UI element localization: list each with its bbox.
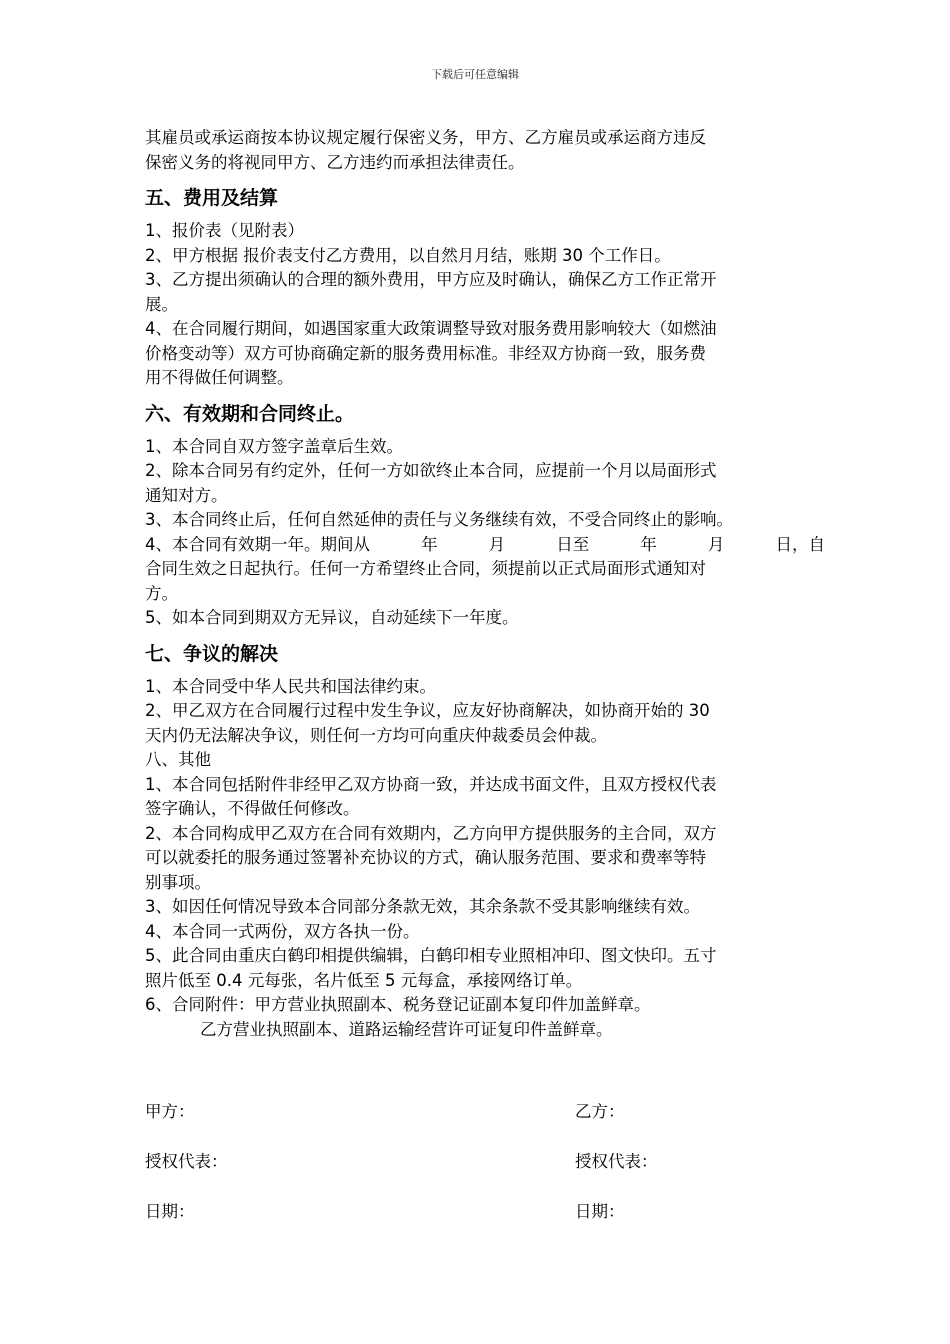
section-8-line: 可以就委托的服务通过签署补充协议的方式，确认服务范围、要求和费率等特	[145, 848, 706, 867]
section-5-line: 1、报价表（见附表）	[145, 221, 304, 240]
intro-line: 保密义务的将视同甲方、乙方违约而承担法律责任。	[145, 152, 525, 172]
term-part: 月	[488, 534, 506, 554]
date-b-label: 日期：	[575, 1202, 625, 1221]
section-7-line: 2、甲乙双方在合同履行过程中发生争议，应友好协商解决，如协商开始的 30	[145, 701, 710, 720]
section-5-line: 用不得做任何调整。	[145, 368, 294, 387]
section-6-title: 六、有效期和合同终止。	[145, 402, 355, 425]
section-6-line: 5、如本合同到期双方无异议，自动延续下一年度。	[145, 608, 519, 627]
term-part: 月	[707, 534, 725, 554]
section-7-line: 天内仍无法解决争议，则任何一方均可向重庆仲裁委员会仲裁。	[145, 725, 607, 745]
section-5-title: 五、费用及结算	[145, 187, 279, 209]
section-6-line: 1、本合同自双方签字盖章后生效。	[145, 436, 403, 456]
page-header: 下载后可任意编辑	[431, 68, 519, 81]
section-6-line: 方。	[145, 583, 178, 603]
section-8-line: 1、本合同包括附件非经甲乙双方协商一致，并达成书面文件，且双方授权代表	[145, 774, 717, 794]
date-a-label: 日期：	[145, 1202, 195, 1221]
section-8-line: 照片低至 0.4 元每张，名片低至 5 元每盒，承接网络订单。	[145, 970, 583, 990]
term-part: 日，自	[775, 534, 825, 554]
section-6-line: 3、本合同终止后，任何自然延伸的责任与义务继续有效，不受合同终止的影响。	[145, 510, 733, 529]
section-5-line: 3、乙方提出须确认的合理的额外费用，甲方应及时确认，确保乙方工作正常开	[145, 270, 717, 289]
term-part: 日至	[556, 534, 590, 554]
section-8-line: 6、合同附件：甲方营业执照副本、税务登记证副本复印件加盖鲜章。	[145, 995, 651, 1014]
party-b-label: 乙方：	[575, 1102, 625, 1121]
section-6-line: 合同生效之日起执行。任何一方希望终止合同，须提前以正式局面形式通知对	[145, 559, 706, 578]
signature-row-party	[145, 1098, 825, 1122]
section-8-line: 签字确认，不得做任何修改。	[145, 799, 360, 818]
rep-a-label: 授权代表：	[145, 1152, 228, 1171]
term-part: 4、本合同有效期一年。期间从	[145, 534, 370, 554]
attachment-line: 乙方营业执照副本、道路运输经营许可证复印件盖鲜章。	[200, 1019, 613, 1039]
term-part: 年	[421, 534, 438, 554]
rep-b-label: 授权代表：	[575, 1152, 658, 1171]
intro-line: 其雇员或承运商按本协议规定履行保密义务，甲方、乙方雇员或承运商方违反	[145, 128, 706, 147]
document-body	[145, 126, 825, 1042]
signature-row-rep	[145, 1148, 825, 1172]
section-6-line: 通知对方。	[145, 485, 228, 505]
section-8-line: 3、如因任何情况导致本合同部分条款无效，其余条款不受其影响继续有效。	[145, 897, 700, 916]
section-8-line: 别事项。	[145, 872, 211, 892]
section-5-line: 4、在合同履行期间，如遇国家重大政策调整导致对服务费用影响较大（如燃油	[145, 319, 717, 338]
contract-term-line	[145, 533, 825, 558]
section-8-title: 八、其他	[145, 750, 211, 769]
section-5-line: 价格变动等）双方可协商确定新的服务费用标准。非经双方协商一致，服务费	[145, 343, 706, 363]
signature-row-date	[145, 1198, 825, 1222]
party-a-label: 甲方：	[145, 1102, 195, 1121]
section-7-line: 1、本合同受中华人民共和国法律约束。	[145, 676, 436, 696]
section-5-line: 2、甲方根据 报价表支付乙方费用，以自然月月结，账期 30 个工作日。	[145, 245, 671, 265]
section-7-title: 七、争议的解决	[145, 642, 279, 665]
section-8-line: 5、此合同由重庆白鹤印相提供编辑，白鹤印相专业照相冲印、图文快印。五寸	[145, 946, 717, 965]
section-8-line: 2、本合同构成甲乙双方在合同有效期内，乙方向甲方提供服务的主合同，双方	[145, 823, 717, 843]
section-8-line: 4、本合同一式两份，双方各执一份。	[145, 921, 420, 941]
section-6-line: 2、除本合同另有约定外，任何一方如欲终止本合同，应提前一个月以局面形式	[145, 461, 717, 480]
section-5-line: 展。	[145, 294, 178, 314]
term-part: 年	[640, 534, 657, 554]
